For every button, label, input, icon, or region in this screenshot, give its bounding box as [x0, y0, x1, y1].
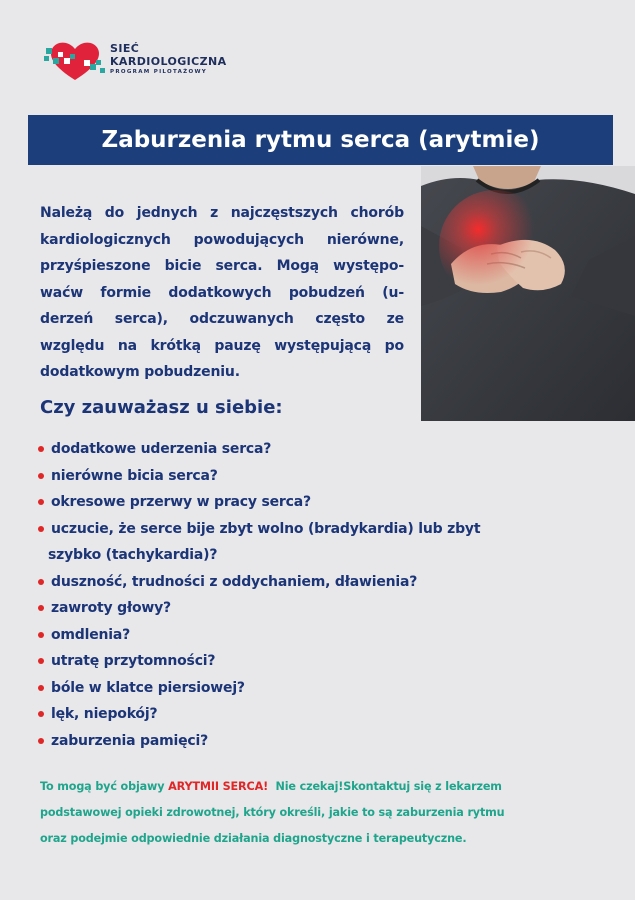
- list-item: lęk, niepokój?: [38, 701, 558, 728]
- bullet-icon: [38, 605, 44, 611]
- footer-line-1: To mogą być objawy ARYTMII SERCA! Nie czekaj!Skontaktuj się z lekarzem: [40, 780, 502, 793]
- bullet-icon: [38, 711, 44, 717]
- symptoms-list: [38, 436, 558, 754]
- heart-pixel-icon: [44, 38, 106, 82]
- intro-line: dodatkowym pobudzeniu.: [40, 364, 240, 380]
- bullet-icon: [38, 738, 44, 744]
- list-item: duszność, trudności z oddychaniem, dławienia?: [38, 569, 558, 596]
- intro-line: przyśpieszone bicie serca. Mogą występo-: [40, 258, 404, 274]
- footer-line-2: podstawowej opieki zdrowotnej, który określi, jakie to są zaburzenia rytmu: [40, 806, 505, 819]
- list-item: dodatkowe uderzenia serca?: [38, 436, 558, 463]
- bullet-icon: [38, 499, 44, 505]
- symptoms-heading: Czy zauważasz u siebie:: [40, 397, 283, 418]
- footer-line-3: oraz podejmie odpowiednie działania diagnostyczne i terapeutyczne.: [40, 832, 467, 845]
- list-item: omdlenia?: [38, 622, 558, 649]
- bullet-icon: [38, 632, 44, 638]
- list-item: bóle w klatce piersiowej?: [38, 675, 558, 702]
- intro-line: derzeń serca), odczuwanych często ze: [40, 311, 404, 327]
- logo-line-1: SIEĆ: [110, 42, 140, 55]
- list-item: zawroty głowy?: [38, 595, 558, 622]
- intro-line: Należą do jednych z najczęstszych chorób: [40, 205, 404, 221]
- logo-line-2: KARDIOLOGICZNA: [110, 55, 227, 68]
- bullet-icon: [38, 658, 44, 664]
- page-title: Zaburzenia rytmu serca (arytmie): [28, 115, 613, 165]
- arrhythmia-highlight: ARYTMII SERCA!: [168, 780, 269, 793]
- logo-line-3: PROGRAM PILOTAŻOWY: [110, 69, 208, 75]
- intro-line: waćw formie dodatkowych pobudzeń (u-: [40, 284, 404, 301]
- intro-line: kardiologicznych powodujących nierówne,: [40, 231, 404, 248]
- logo: [44, 38, 244, 82]
- list-item: uczucie, że serce bije zbyt wolno (bradykardia) lub zbyt: [38, 516, 558, 543]
- list-item: okresowe przerwy w pracy serca?: [38, 489, 558, 516]
- chest-pain-photo: [421, 166, 635, 421]
- intro-paragraph: [40, 200, 404, 386]
- bullet-icon: [38, 685, 44, 691]
- list-item: zaburzenia pamięci?: [38, 728, 558, 755]
- bullet-icon: [38, 526, 44, 532]
- intro-line: względu na krótką pauzę występującą po: [40, 337, 404, 354]
- call-to-action: [40, 774, 620, 852]
- list-item: utratę przytomności?: [38, 648, 558, 675]
- bullet-icon: [38, 446, 44, 452]
- list-item: nierówne bicia serca?: [38, 463, 558, 490]
- list-item-continuation: szybko (tachykardia)?: [48, 547, 218, 563]
- bullet-icon: [38, 473, 44, 479]
- bullet-icon: [38, 579, 44, 585]
